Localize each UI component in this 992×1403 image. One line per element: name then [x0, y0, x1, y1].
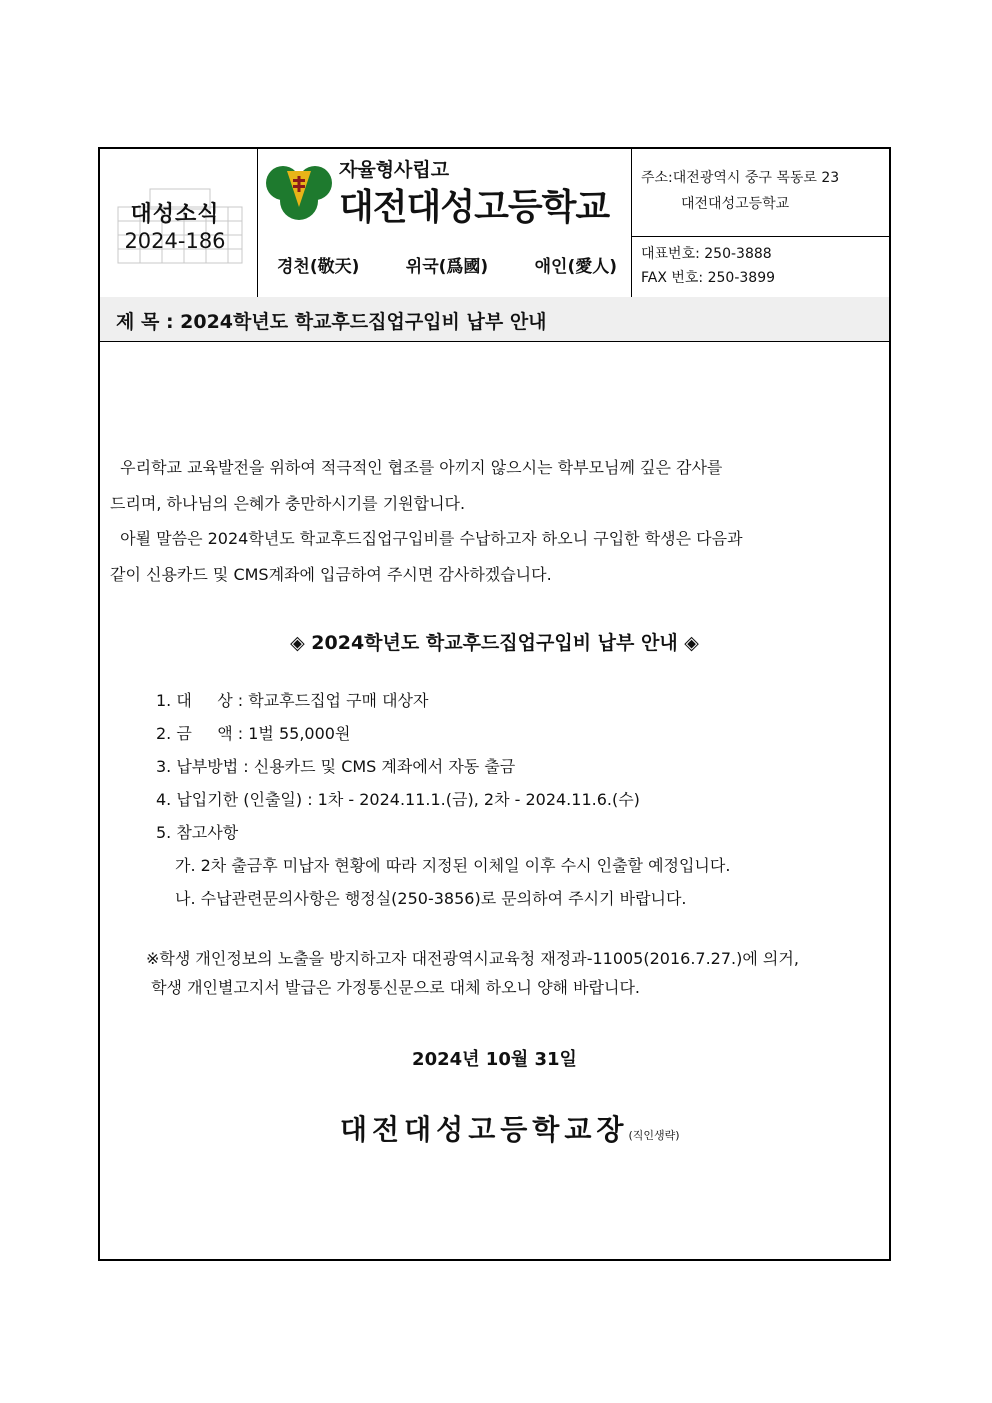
- item-target: 1. 대 상 : 학교후드집업 구매 대상자: [156, 691, 429, 710]
- paragraph-1-line-1: 우리학교 교육발전을 위하여 적극적인 협조를 아끼지 않으시는 학부모님께 깊은 감사를: [110, 458, 723, 477]
- item-amount: 2. 금 액 : 1벌 55,000원: [156, 724, 351, 743]
- school-name: 대전대성고등학교: [339, 187, 610, 228]
- motto-3: 애인(愛人): [534, 257, 617, 277]
- contact-info: [631, 149, 889, 297]
- address-box: [631, 149, 889, 237]
- motto-1: 경천(敬天): [277, 257, 360, 277]
- paragraph-2-line-1: 아뢸 말씀은 2024학년도 학교후드집업구입비를 수납하고자 하오니 구입한 학생은 다음과: [110, 529, 743, 548]
- signature-block: [340, 1108, 680, 1148]
- school-identity: [257, 149, 632, 297]
- school-emblem-icon: [263, 161, 335, 223]
- motto-2: 위국(爲國): [405, 257, 489, 277]
- newsletter-title: 대성소식: [130, 202, 220, 227]
- address-line-1: 주소:대전광역시 중구 목동로 23: [641, 170, 840, 186]
- paragraph-1-line-2: 드리며, 하나님의 은혜가 충만하시기를 기원합니다.: [110, 494, 466, 513]
- letterhead: [100, 149, 889, 298]
- phone-number: 대표번호: 250-3888: [641, 246, 772, 262]
- newsletter-box: [100, 149, 258, 297]
- fax-number: FAX 번호: 250-3899: [641, 270, 776, 286]
- subject-bar: [100, 297, 889, 342]
- school-type: 자율형사립고: [339, 159, 450, 181]
- sub-item-ga: 가. 2차 출금후 미납자 현황에 따라 지정된 이체일 이후 수시 인출할 예정입니다.: [175, 856, 731, 875]
- subject-title: 제 목 : 2024학년도 학교후드집업구입비 납부 안내: [116, 311, 547, 333]
- privacy-note-line-1: ※학생 개인정보의 노출을 방지하고자 대전광역시교육청 재정과-11005(2016.7.27.)에 의거,: [146, 949, 799, 968]
- issue-date: 2024년 10월 31일: [412, 1049, 577, 1070]
- seal-omitted-note: (직인생략): [628, 1129, 680, 1142]
- section-title: ◈ 2024학년도 학교후드집업구입비 납부 안내 ◈: [290, 632, 699, 654]
- school-mottos: [277, 252, 617, 277]
- address-line-2: 대전대성고등학교: [681, 196, 790, 212]
- item-payment-method: 3. 납부방법 : 신용카드 및 CMS 계좌에서 자동 출금: [156, 757, 516, 776]
- privacy-note-line-2: 학생 개인별고지서 발급은 가정통신문으로 대체 하오니 양해 바랍니다.: [146, 978, 640, 997]
- paragraph-2-line-2: 같이 신용카드 및 CMS계좌에 입금하여 주시면 감사하겠습니다.: [110, 565, 552, 584]
- item-notes: 5. 참고사항: [156, 823, 239, 842]
- principal-signature: 대전대성고등학교장: [340, 1113, 629, 1146]
- item-deadline: 4. 납입기한 (인출일) : 1차 - 2024.11.1.(금), 2차 - 2024.11.6.(수): [156, 790, 640, 809]
- newsletter-number: 2024-186: [124, 229, 226, 253]
- sub-item-na: 나. 수납관련문의사항은 행정실(250-3856)로 문의하여 주시기 바랍니다.: [175, 889, 687, 908]
